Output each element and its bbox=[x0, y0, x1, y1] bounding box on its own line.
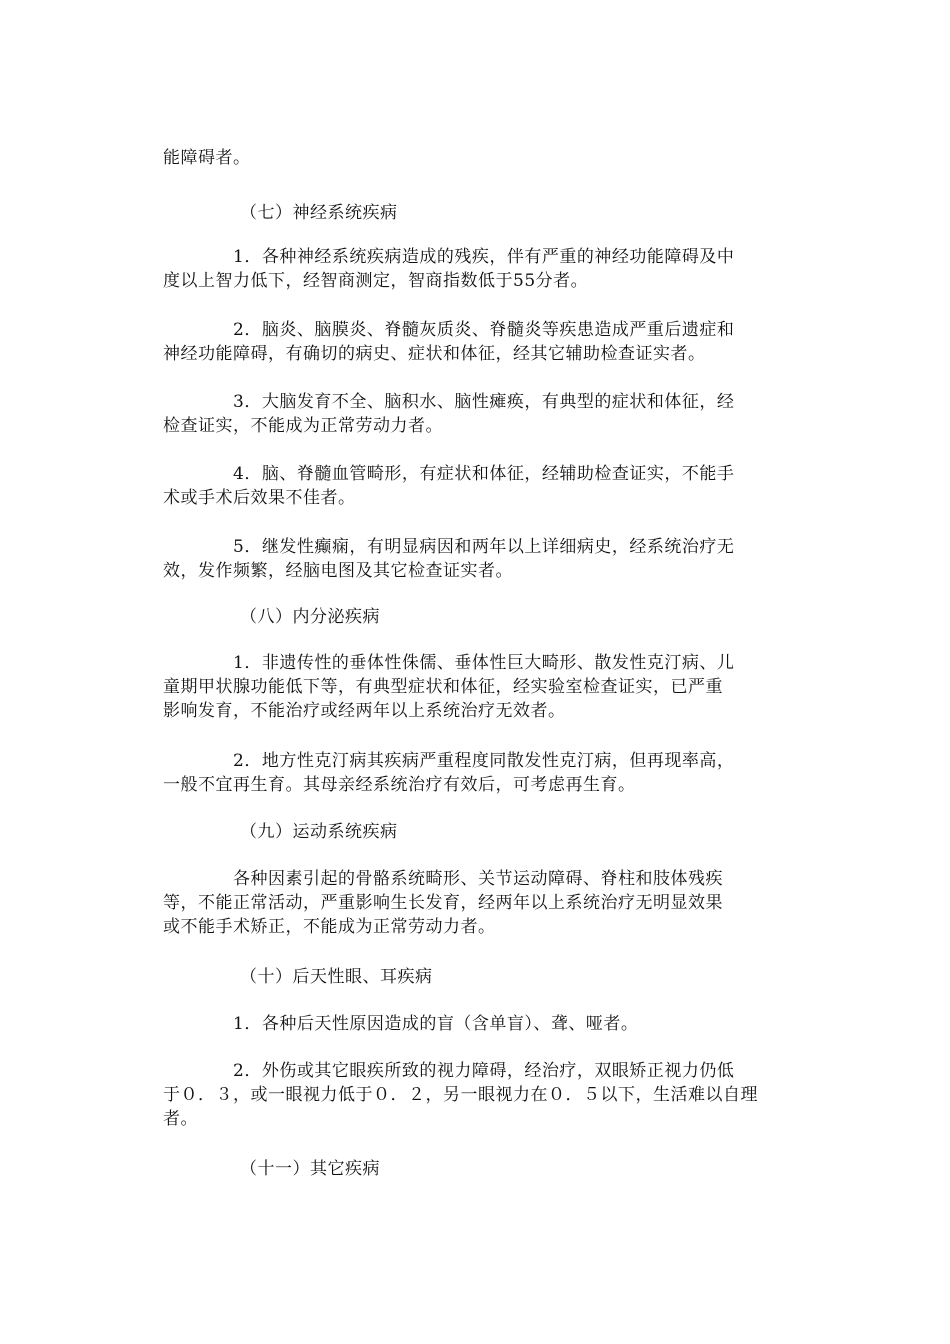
paragraph-eye-ear-2 bbox=[163, 1059, 788, 1131]
text-line: 童期甲状腺功能低下等，有典型症状和体征，经实验室检查证实，已严重 bbox=[163, 677, 723, 697]
section-heading-motor-system bbox=[240, 820, 780, 844]
text-line: 度以上智力低下，经智商测定，智商指数低于55分者。 bbox=[163, 271, 589, 291]
paragraph-endocrine-1 bbox=[163, 651, 788, 723]
paragraph-nervous-1 bbox=[163, 245, 788, 293]
section-heading-other bbox=[240, 1157, 780, 1181]
paragraph-endocrine-2 bbox=[163, 749, 788, 797]
section-heading-endocrine bbox=[240, 605, 780, 629]
text-line: 2．脑炎、脑膜炎、脊髓灰质炎、脊髓炎等疾患造成严重后遗症和 bbox=[163, 320, 735, 340]
text-line: 一般不宜再生育。其母亲经系统治疗有效后，可考虑再生育。 bbox=[163, 775, 636, 795]
text-line: 4．脑、脊髓血管畸形，有症状和体征，经辅助检查证实，不能手 bbox=[163, 464, 735, 484]
text-line: 影响发育，不能治疗或经两年以上系统治疗无效者。 bbox=[163, 701, 566, 721]
text-line: 等，不能正常活动，严重影响生长发育，经两年以上系统治疗无明显效果 bbox=[163, 893, 723, 913]
paragraph-nervous-3 bbox=[163, 390, 788, 438]
text-line: 1．非遗传性的垂体性侏儒、垂体性巨大畸形、散发性克汀病、儿 bbox=[163, 653, 735, 673]
paragraph-nervous-4 bbox=[163, 462, 788, 510]
text-line: 各种因素引起的骨骼系统畸形、关节运动障碍、脊柱和肢体残疾 bbox=[163, 869, 723, 889]
text-line: 1．各种神经系统疾病造成的残疾，伴有严重的神经功能障碍及中 bbox=[163, 247, 735, 267]
text-line: 于０．３，或一眼视力低于０．２，另一眼视力在０．５以下，生活难以自理 bbox=[163, 1085, 758, 1105]
heading-text: （十一）其它疾病 bbox=[240, 1159, 380, 1179]
paragraph-continuation bbox=[163, 146, 788, 170]
text-line: 或不能手术矫正，不能成为正常劳动力者。 bbox=[163, 917, 496, 937]
section-heading-nervous-system bbox=[240, 201, 780, 225]
heading-text: （九）运动系统疾病 bbox=[240, 822, 398, 842]
text-line: 者。 bbox=[163, 1109, 198, 1129]
heading-text: （十）后天性眼、耳疾病 bbox=[240, 967, 433, 987]
heading-text: （七）神经系统疾病 bbox=[240, 203, 398, 223]
paragraph-motor bbox=[163, 867, 788, 939]
text-line: 1．各种后天性原因造成的盲（含单盲）、聋、哑者。 bbox=[163, 1014, 639, 1034]
text-line: 检查证实，不能成为正常劳动力者。 bbox=[163, 416, 443, 436]
text-line: 3．大脑发育不全、脑积水、脑性瘫痪，有典型的症状和体征，经 bbox=[163, 392, 735, 412]
paragraph-nervous-2 bbox=[163, 318, 788, 366]
heading-text: （八）内分泌疾病 bbox=[240, 607, 380, 627]
paragraph-nervous-5 bbox=[163, 535, 788, 583]
text-line: 效，发作频繁，经脑电图及其它检查证实者。 bbox=[163, 561, 513, 581]
paragraph-eye-ear-1 bbox=[163, 1012, 788, 1036]
text-line: 神经功能障碍，有确切的病史、症状和体征，经其它辅助检查证实者。 bbox=[163, 344, 706, 364]
text-line: 术或手术后效果不佳者。 bbox=[163, 488, 356, 508]
section-heading-eye-ear bbox=[240, 965, 780, 989]
text-line: 5．继发性癫痫，有明显病因和两年以上详细病史，经系统治疗无 bbox=[163, 537, 735, 557]
text-line: 能障碍者。 bbox=[163, 148, 251, 168]
text-line: 2．地方性克汀病其疾病严重程度同散发性克汀病，但再现率高， bbox=[163, 751, 735, 771]
text-line: 2．外伤或其它眼疾所致的视力障碍，经治疗，双眼矫正视力仍低 bbox=[163, 1061, 735, 1081]
